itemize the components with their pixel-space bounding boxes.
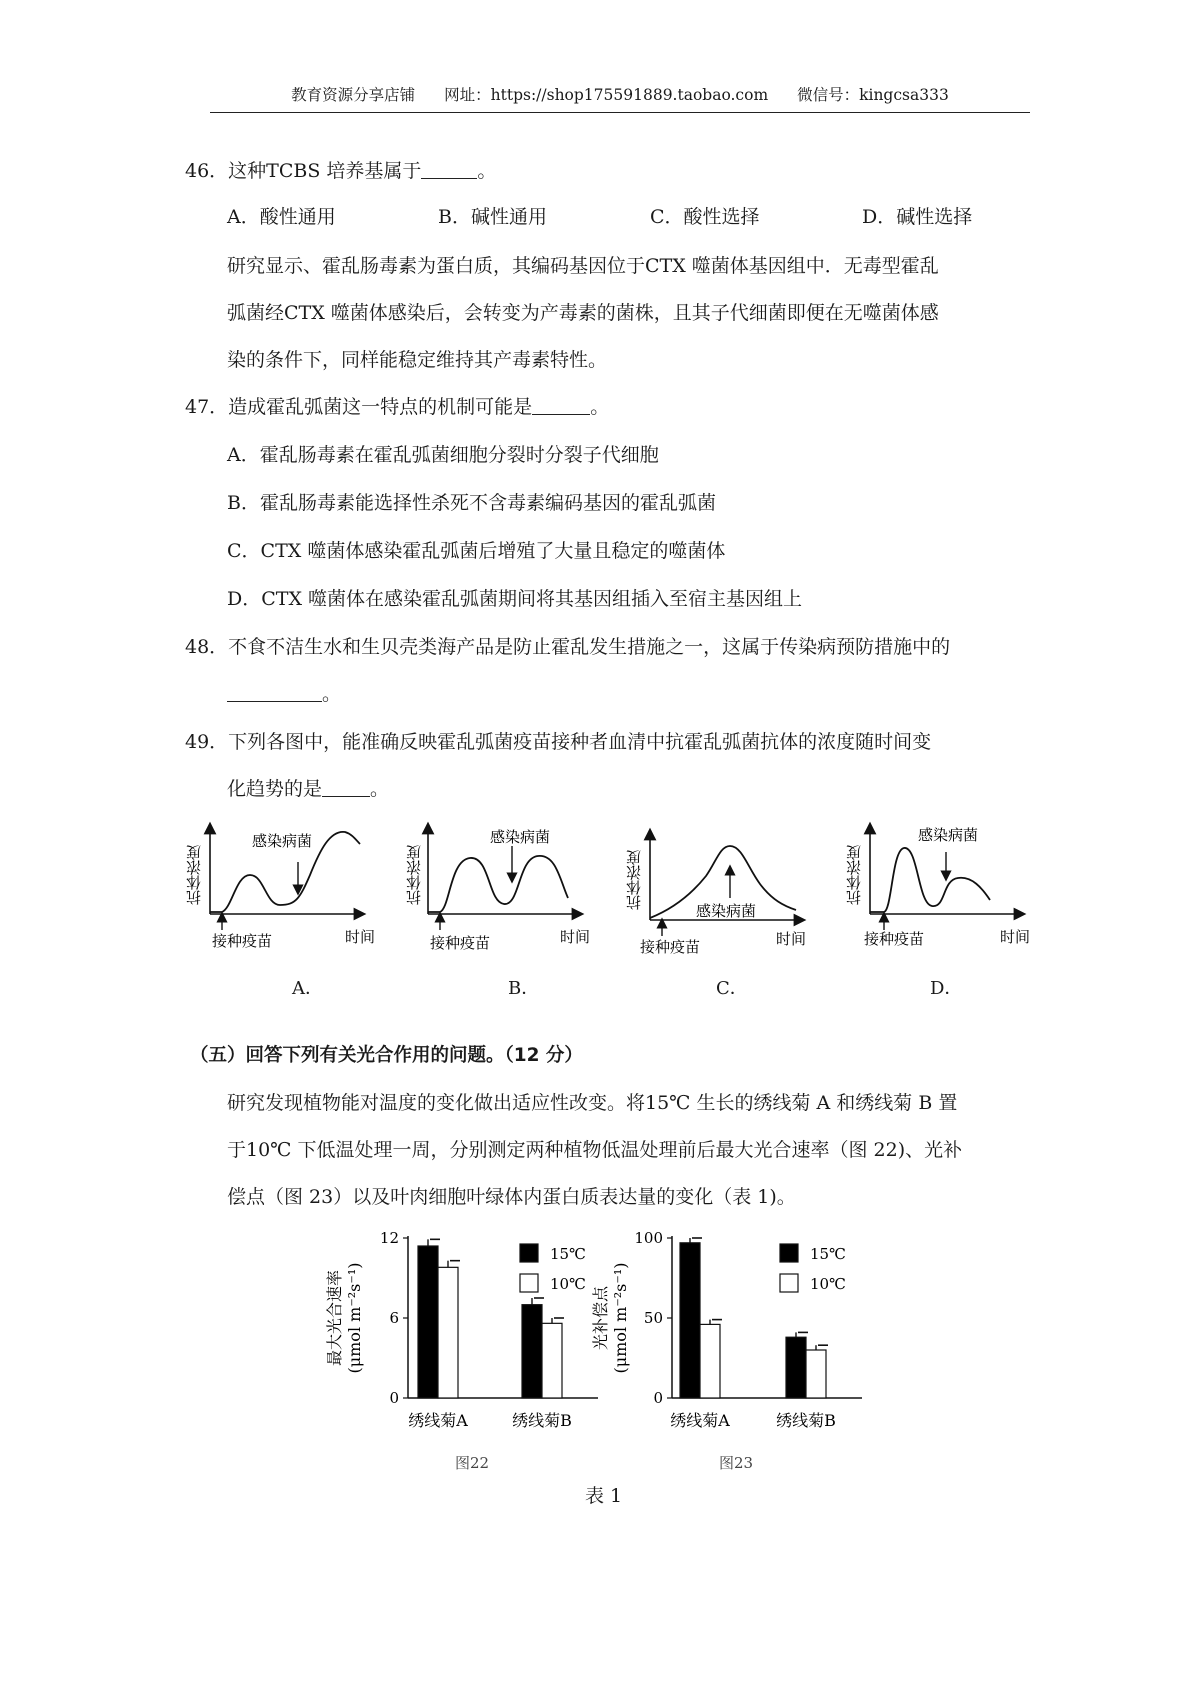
q49-stem-2: 化趋势的是 xyxy=(227,778,323,800)
section-5-title: （五）回答下列有关光合作用的问题。（12 分） xyxy=(190,1045,583,1066)
fig22-category-label: 绣线菊A xyxy=(408,1411,468,1430)
q46-answer-blank xyxy=(421,160,477,179)
table-1-caption: 表 1 xyxy=(585,1485,623,1507)
q47-option-c: C．CTX 噬菌体感染霍乱弧菌后增殖了大量且稳定的噬菌体 xyxy=(227,540,726,562)
q47-stem: 47．造成霍乱弧菌这一特点的机制可能是 xyxy=(185,396,533,418)
fig22-bar xyxy=(542,1323,562,1398)
question-48-blank-line xyxy=(227,681,341,707)
section5-passage-2: 于10℃ 下低温处理一周，分别测定两种植物低温处理前后最大光合速率（图 22)、光补 xyxy=(227,1139,963,1161)
fig22-ylabel-unit: (μmol m⁻²s⁻¹) xyxy=(345,1262,364,1374)
fig22-legend-swatch xyxy=(520,1274,538,1292)
fig23-ylabel-unit: (μmol m⁻²s⁻¹) xyxy=(611,1262,630,1374)
graph-b-ylabel: 抗体浓度 xyxy=(405,845,423,905)
fig22-bar xyxy=(418,1246,438,1398)
fig23-ytick-label: 50 xyxy=(643,1309,663,1327)
q49-graphs xyxy=(0,820,1200,980)
q46-option-a: A．酸性通用 xyxy=(227,206,336,228)
graph-label-b: B． xyxy=(508,978,540,999)
fig23-category-label: 绣线菊B xyxy=(776,1411,836,1430)
fig22-legend-swatch xyxy=(520,1244,538,1262)
fig23-legend-swatch xyxy=(780,1244,798,1262)
graph-a-infection-label: 感染病菌 xyxy=(252,832,313,850)
graph-c-ylabel: 抗体浓度 xyxy=(625,850,643,910)
header-shop: 教育资源分享店铺 xyxy=(291,86,416,104)
fig23-bar xyxy=(700,1324,720,1398)
q47-answer-blank xyxy=(532,396,590,415)
graph-d-vaccine-label: 接种疫苗 xyxy=(864,930,925,948)
bar-charts xyxy=(0,1220,1200,1480)
question-49-line-2 xyxy=(227,776,389,802)
fig23-category-label: 绣线菊A xyxy=(670,1411,730,1430)
q49-answer-blank xyxy=(322,778,370,797)
question-48: 48．不食不洁生水和生贝壳类海产品是防止霍乱发生措施之一，这属于传染病预防措施中的 xyxy=(185,636,951,658)
page-header xyxy=(210,84,1030,113)
graph-d-infection-label: 感染病菌 xyxy=(918,826,979,844)
graph-c-vaccine-label: 接种疫苗 xyxy=(640,938,701,956)
fig22-bar xyxy=(522,1305,542,1398)
graph-a-xlabel: 时间 xyxy=(345,928,376,946)
graph-a xyxy=(185,828,375,950)
q47-option-a: A．霍乱肠毒素在霍乱弧菌细胞分裂时分裂子代细胞 xyxy=(227,444,659,466)
graph-b xyxy=(405,828,590,952)
fig23-legend-swatch xyxy=(780,1274,798,1292)
section5-passage-1: 研究发现植物能对温度的变化做出适应性改变。将15℃ 生长的绣线菊 A 和绣线菊 B 置 xyxy=(227,1092,958,1114)
fig23-legend-label: 15℃ xyxy=(810,1245,846,1263)
fig23-ytick-label: 0 xyxy=(653,1389,663,1407)
q47-option-b: B．霍乱肠毒素能选择性杀死不含毒素编码基因的霍乱弧菌 xyxy=(227,492,716,514)
graph-c xyxy=(625,834,806,956)
fig23-bar xyxy=(680,1243,700,1398)
fig23-bar xyxy=(806,1350,826,1398)
graph-a-ylabel: 抗体浓度 xyxy=(185,845,203,905)
passage1-line-3: 染的条件下，同样能稳定维持其产毒素特性。 xyxy=(227,349,608,371)
graph-c-infection-label: 感染病菌 xyxy=(696,902,757,920)
fig22-ytick-label: 0 xyxy=(389,1389,399,1407)
q48-end: 。 xyxy=(322,683,342,705)
fig22-ytick-label: 12 xyxy=(379,1229,399,1247)
passage1-line-2: 弧菌经CTX 噬菌体感染后，会转变为产毒素的菌株，且其子代细菌即便在无噬菌体感 xyxy=(227,302,939,324)
q46-option-b: B．碱性通用 xyxy=(438,206,547,228)
graph-b-vaccine-label: 接种疫苗 xyxy=(430,934,491,952)
passage1-line-1: 研究显示、霍乱肠毒素为蛋白质，其编码基因位于CTX 噬菌体基因组中．无毒型霍乱 xyxy=(227,255,939,277)
q46-option-c: C．酸性选择 xyxy=(650,206,760,228)
fig22-category-label: 绣线菊B xyxy=(512,1411,572,1430)
fig22-ylabel-main: 最大光合速率 xyxy=(325,1269,344,1367)
fig23-bar xyxy=(786,1337,806,1398)
fig23-caption: 图23 xyxy=(718,1454,754,1472)
question-47 xyxy=(185,394,609,420)
q48-answer-blank xyxy=(227,683,322,702)
graph-b-xlabel: 时间 xyxy=(560,928,591,946)
header-site: 网址：https://shop175591889.taobao.com xyxy=(444,86,769,104)
question-49: 49．下列各图中，能准确反映霍乱弧菌疫苗接种者血清中抗霍乱弧菌抗体的浓度随时间变 xyxy=(185,731,932,753)
graph-c-xlabel: 时间 xyxy=(776,930,807,948)
fig23-legend-label: 10℃ xyxy=(810,1275,846,1293)
q46-end: 。 xyxy=(477,160,497,182)
q46-stem: 46．这种TCBS 培养基属于 xyxy=(185,160,422,182)
graph-d xyxy=(845,826,1030,948)
graph-d-ylabel: 抗体浓度 xyxy=(845,845,863,905)
fig22-legend-label: 10℃ xyxy=(550,1275,586,1293)
question-46 xyxy=(185,158,496,184)
q46-option-d: D．碱性选择 xyxy=(862,206,973,228)
graph-label-d: D． xyxy=(930,978,963,999)
fig22-ylabel xyxy=(325,1263,364,1374)
fig23-ytick-label: 100 xyxy=(634,1229,663,1247)
fig22-caption: 图22 xyxy=(454,1454,490,1472)
graph-label-a: A． xyxy=(292,978,323,999)
q49-end: 。 xyxy=(370,778,390,800)
section5-passage-3: 偿点（图 23）以及叶肉细胞叶绿体内蛋白质表达量的变化（表 1)。 xyxy=(227,1186,796,1208)
fig22-bar xyxy=(438,1267,458,1398)
graph-a-vaccine-label: 接种疫苗 xyxy=(212,932,273,950)
fig22-legend-label: 15℃ xyxy=(550,1245,586,1263)
q47-end: 。 xyxy=(590,396,610,418)
fig22-ytick-label: 6 xyxy=(389,1309,399,1327)
graph-d-xlabel: 时间 xyxy=(1000,928,1031,946)
graph-label-c: C． xyxy=(716,978,748,999)
fig23-ylabel xyxy=(591,1263,630,1374)
header-wechat: 微信号：kingcsa333 xyxy=(797,86,949,104)
fig23-ylabel-main: 光补偿点 xyxy=(591,1285,610,1351)
q47-option-d: D．CTX 噬菌体在感染霍乱弧菌期间将其基因组插入至宿主基因组上 xyxy=(227,588,803,610)
graph-b-infection-label: 感染病菌 xyxy=(490,828,551,846)
